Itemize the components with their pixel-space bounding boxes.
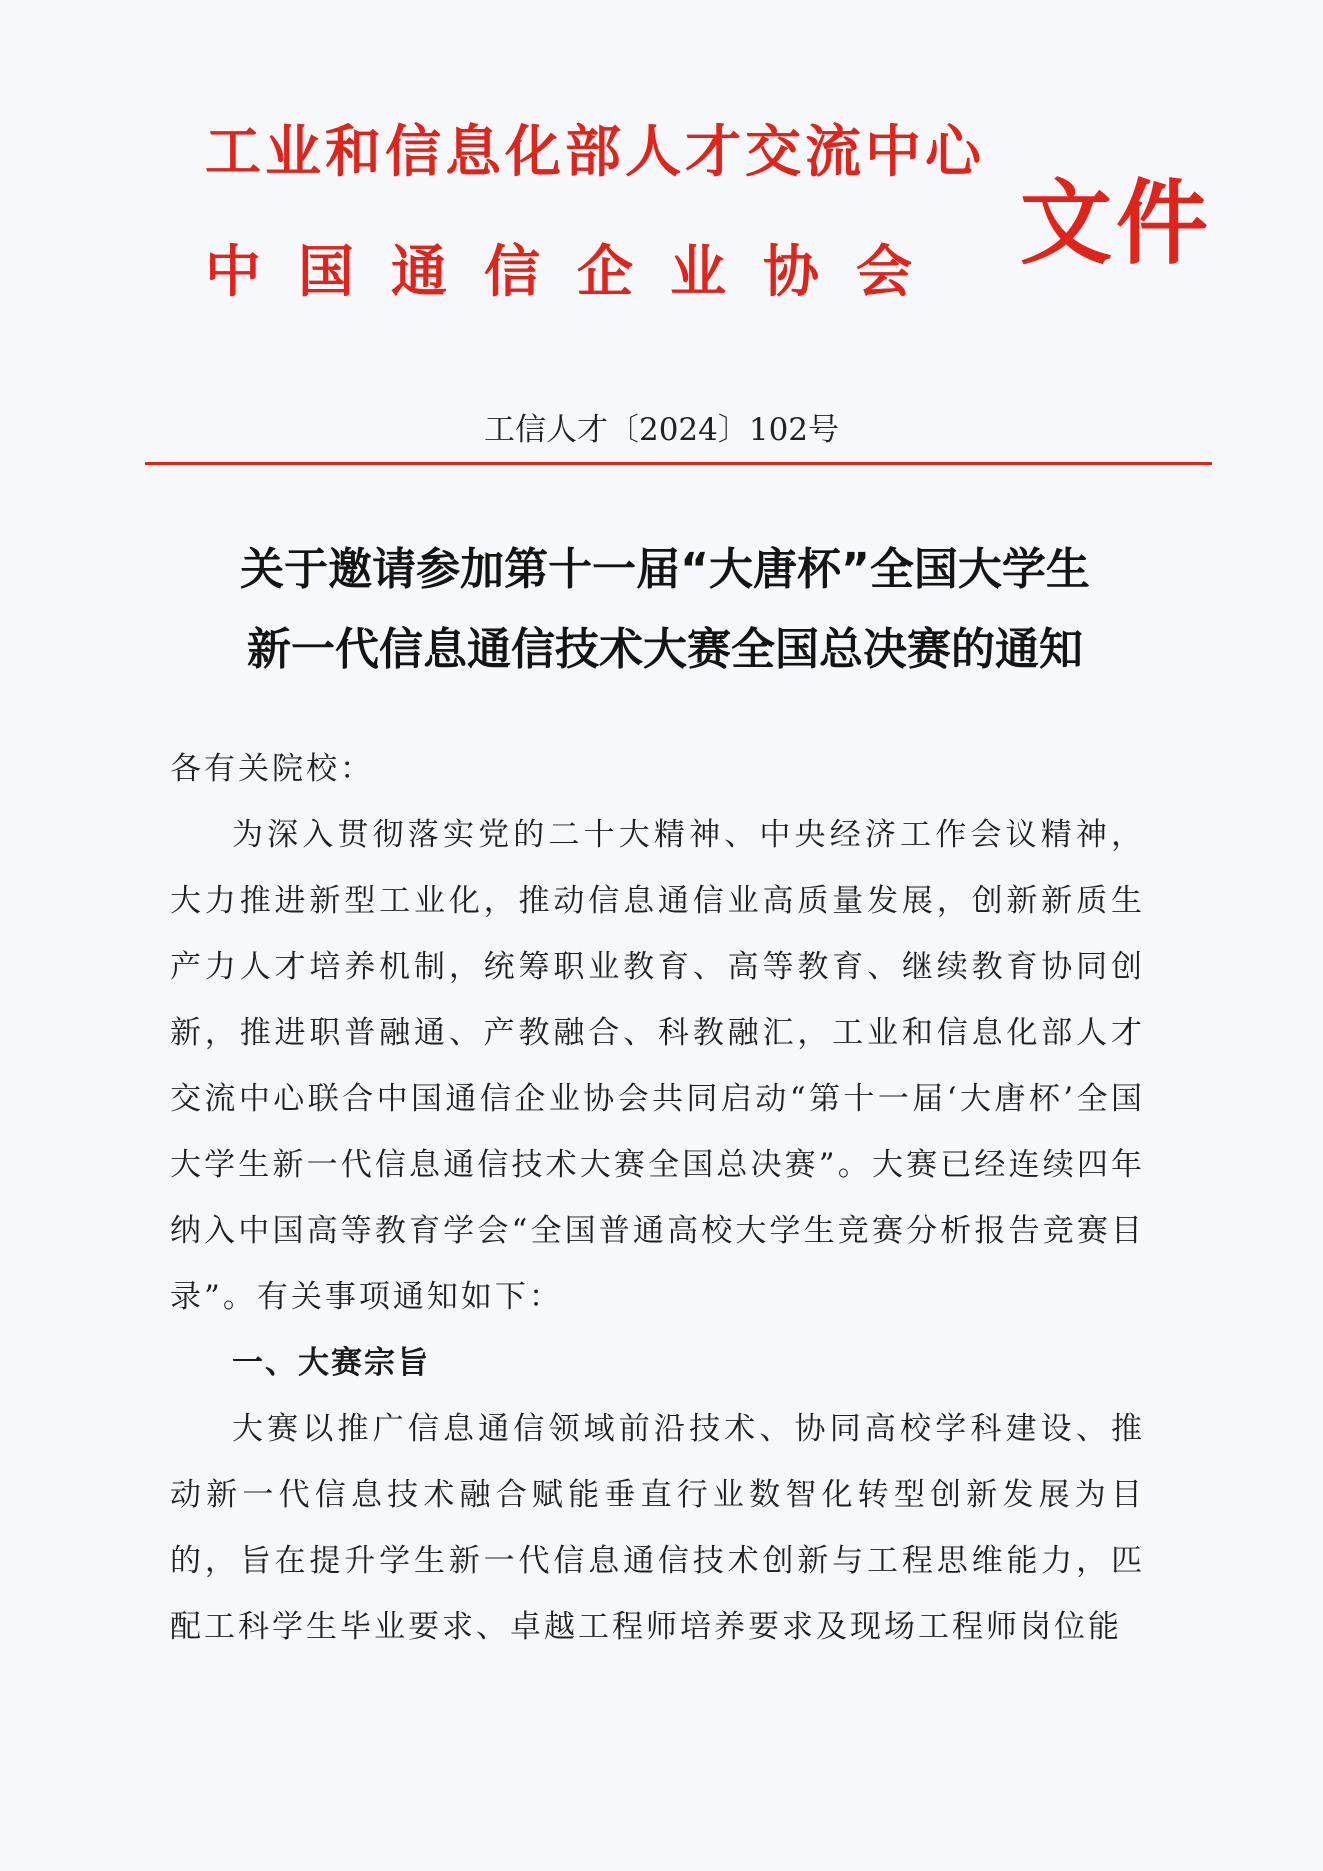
red-divider-line bbox=[145, 462, 1212, 465]
document-number: 工信人才〔2024〕102号 bbox=[483, 412, 840, 448]
salutation: 各有关院校： bbox=[170, 751, 374, 787]
document-header bbox=[0, 0, 1323, 330]
org-name-line-2: 中国通信企业协会 bbox=[205, 240, 949, 305]
paragraph-purpose: 大赛以推广信息通信领域前沿技术、协同高校学科建设、推动新一代信息技术融合赋能垂直行业数智化转型创新发展为目的，旨在提升学生新一代信息通信技术创新与工程思维能力，匹配工科学生毕业要求、卓越工程师培养要求及现场工程师岗位能 bbox=[170, 1411, 1145, 1645]
title-line-1: 关于邀请参加第十一届“大唐杯”全国大学生 bbox=[240, 544, 1090, 595]
document-title bbox=[140, 530, 1190, 690]
title-line-2: 新一代信息通信技术大赛全国总决赛的通知 bbox=[247, 624, 1083, 675]
document-type-label: 文件 bbox=[1020, 170, 1213, 277]
section-heading-purpose: 一、大赛宗旨 bbox=[232, 1345, 430, 1381]
org-name-line-1: 工业和信息化部人才交流中心 bbox=[205, 120, 985, 185]
paragraph-intro: 为深入贯彻落实党的二十大精神、中央经济工作会议精神，大力推进新型工业化，推动信息通信业高质量发展，创新新质生产力人才培养机制，统筹职业教育、高等教育、继续教育协同创新，推进职普融通、产教融合、科教融汇，工业和信息化部人才交流中心联合中国通信企业协会共同启动“第十一届‘大唐杯’全国大学生新一代信息通信技术大赛全国总决赛”。大赛已经连续四年纳入中国高等教育学会“全国普通高校大学生竞赛分析报告竞赛目录”。有关事项通知如下： bbox=[170, 817, 1145, 1315]
